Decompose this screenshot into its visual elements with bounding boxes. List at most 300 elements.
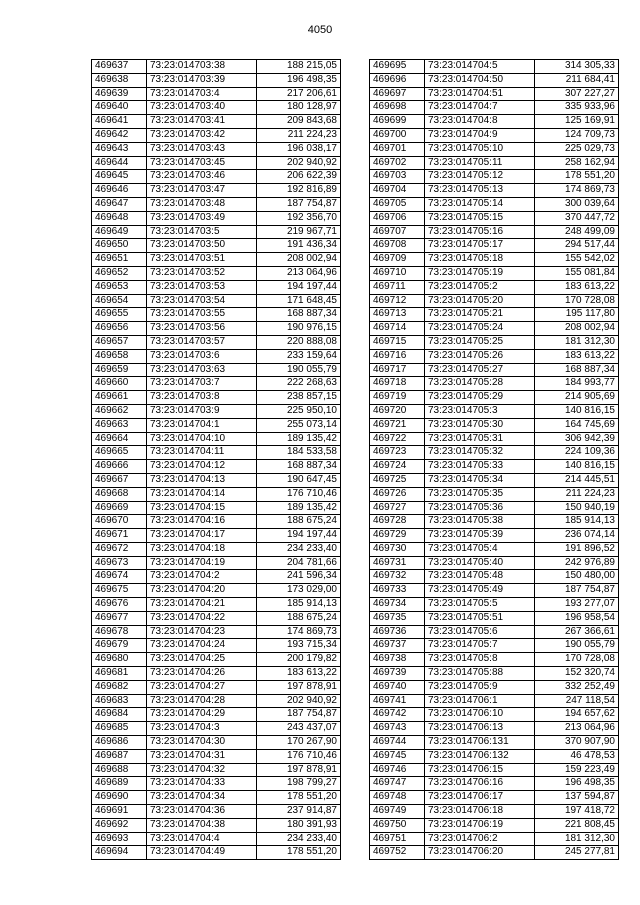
cadastral-number-cell: 73:23:014703:54 xyxy=(147,294,257,308)
value-cell: 332 252,49 xyxy=(535,680,619,694)
value-cell: 192 356,70 xyxy=(257,211,341,225)
value-cell: 300 039,64 xyxy=(535,197,619,211)
row-number-cell: 469681 xyxy=(92,667,147,681)
table-row xyxy=(370,363,619,377)
cadastral-number-cell: 73:23:014706:132 xyxy=(425,749,535,763)
table-row xyxy=(370,639,619,653)
value-cell: 245 277,81 xyxy=(535,846,619,860)
table-row xyxy=(92,280,341,294)
table-row xyxy=(92,501,341,515)
page-number: 4050 xyxy=(307,24,333,36)
cadastral-number-cell: 73:23:014704:3 xyxy=(147,722,257,736)
row-number-cell: 469695 xyxy=(370,60,425,74)
value-cell: 206 622,39 xyxy=(257,170,341,184)
cadastral-number-cell: 73:23:014703:45 xyxy=(147,156,257,170)
cadastral-number-cell: 73:23:014703:43 xyxy=(147,142,257,156)
cadastral-number-cell: 73:23:014704:23 xyxy=(147,625,257,639)
value-cell: 211 684,41 xyxy=(535,73,619,87)
cadastral-number-cell: 73:23:014706:2 xyxy=(425,832,535,846)
row-number-cell: 469639 xyxy=(92,87,147,101)
row-number-cell: 469703 xyxy=(370,170,425,184)
cadastral-number-cell: 73:23:014704:4 xyxy=(147,832,257,846)
value-cell: 238 857,15 xyxy=(257,391,341,405)
cadastral-number-cell: 73:23:014705:29 xyxy=(425,391,535,405)
cadastral-number-cell: 73:23:014705:19 xyxy=(425,266,535,280)
value-cell: 196 958,54 xyxy=(535,611,619,625)
table-row xyxy=(370,308,619,322)
table-row xyxy=(370,570,619,584)
value-cell: 196 498,35 xyxy=(257,73,341,87)
row-number-cell: 469724 xyxy=(370,460,425,474)
table-row xyxy=(92,749,341,763)
table-row xyxy=(370,763,619,777)
table-row xyxy=(92,266,341,280)
cadastral-number-cell: 73:23:014704:20 xyxy=(147,584,257,598)
table-row xyxy=(370,487,619,501)
table-row xyxy=(92,197,341,211)
table-row xyxy=(370,736,619,750)
value-cell: 189 135,42 xyxy=(257,432,341,446)
table-row xyxy=(92,584,341,598)
table-row xyxy=(92,832,341,846)
value-cell: 159 223,49 xyxy=(535,763,619,777)
value-cell: 314 305,33 xyxy=(535,60,619,74)
cadastral-number-cell: 73:23:014705:8 xyxy=(425,653,535,667)
row-number-cell: 469720 xyxy=(370,404,425,418)
value-cell: 243 437,07 xyxy=(257,722,341,736)
value-cell: 170 267,90 xyxy=(257,736,341,750)
table-row xyxy=(92,142,341,156)
table-row xyxy=(92,253,341,267)
table-row xyxy=(370,404,619,418)
row-number-cell: 469641 xyxy=(92,115,147,129)
cadastral-number-cell: 73:23:014704:30 xyxy=(147,736,257,750)
table-row xyxy=(92,777,341,791)
cadastral-number-cell: 73:23:014703:51 xyxy=(147,253,257,267)
row-number-cell: 469751 xyxy=(370,832,425,846)
cadastral-number-cell: 73:23:014705:30 xyxy=(425,418,535,432)
table-row xyxy=(370,432,619,446)
cadastral-number-cell: 73:23:014704:17 xyxy=(147,529,257,543)
row-number-cell: 469657 xyxy=(92,335,147,349)
value-cell: 168 887,34 xyxy=(257,308,341,322)
row-number-cell: 469683 xyxy=(92,694,147,708)
data-table-left xyxy=(91,59,341,860)
value-cell: 214 445,51 xyxy=(535,473,619,487)
cadastral-number-cell: 73:23:014703:48 xyxy=(147,197,257,211)
cadastral-number-cell: 73:23:014704:38 xyxy=(147,818,257,832)
cadastral-number-cell: 73:23:014706:19 xyxy=(425,818,535,832)
value-cell: 236 074,14 xyxy=(535,529,619,543)
cadastral-number-cell: 73:23:014705:11 xyxy=(425,156,535,170)
table-row xyxy=(370,211,619,225)
row-number-cell: 469664 xyxy=(92,432,147,446)
table-row xyxy=(370,749,619,763)
row-number-cell: 469650 xyxy=(92,239,147,253)
row-number-cell: 469694 xyxy=(92,846,147,860)
value-cell: 237 914,87 xyxy=(257,805,341,819)
table-row xyxy=(92,391,341,405)
table-row xyxy=(92,156,341,170)
table-row xyxy=(370,680,619,694)
row-number-cell: 469692 xyxy=(92,818,147,832)
cadastral-number-cell: 73:23:014703:49 xyxy=(147,211,257,225)
value-cell: 233 159,64 xyxy=(257,349,341,363)
cadastral-number-cell: 73:23:014704:5 xyxy=(425,60,535,74)
cadastral-number-cell: 73:23:014703:40 xyxy=(147,101,257,115)
value-cell: 173 029,00 xyxy=(257,584,341,598)
table-row xyxy=(370,225,619,239)
table-row xyxy=(92,87,341,101)
table-row xyxy=(92,60,341,74)
row-number-cell: 469642 xyxy=(92,128,147,142)
row-number-cell: 469725 xyxy=(370,473,425,487)
value-cell: 211 224,23 xyxy=(257,128,341,142)
table-row xyxy=(370,598,619,612)
row-number-cell: 469735 xyxy=(370,611,425,625)
value-cell: 213 064,96 xyxy=(535,722,619,736)
cadastral-number-cell: 73:23:014703:8 xyxy=(147,391,257,405)
row-number-cell: 469643 xyxy=(92,142,147,156)
value-cell: 222 268,63 xyxy=(257,377,341,391)
row-number-cell: 469726 xyxy=(370,487,425,501)
row-number-cell: 469684 xyxy=(92,708,147,722)
row-number-cell: 469723 xyxy=(370,446,425,460)
table-row xyxy=(92,418,341,432)
cadastral-number-cell: 73:23:014705:5 xyxy=(425,598,535,612)
value-cell: 176 710,46 xyxy=(257,749,341,763)
table-row xyxy=(92,846,341,860)
row-number-cell: 469721 xyxy=(370,418,425,432)
value-cell: 242 976,89 xyxy=(535,556,619,570)
table-row xyxy=(370,542,619,556)
cadastral-number-cell: 73:23:014704:16 xyxy=(147,515,257,529)
value-cell: 181 312,30 xyxy=(535,335,619,349)
table-row xyxy=(370,529,619,543)
cadastral-number-cell: 73:23:014703:46 xyxy=(147,170,257,184)
cadastral-number-cell: 73:23:014706:13 xyxy=(425,722,535,736)
cadastral-number-cell: 73:23:014705:10 xyxy=(425,142,535,156)
value-cell: 258 162,94 xyxy=(535,156,619,170)
row-number-cell: 469712 xyxy=(370,294,425,308)
cadastral-number-cell: 73:23:014705:15 xyxy=(425,211,535,225)
row-number-cell: 469698 xyxy=(370,101,425,115)
value-cell: 195 117,80 xyxy=(535,308,619,322)
value-cell: 152 320,74 xyxy=(535,667,619,681)
table-row xyxy=(92,446,341,460)
cadastral-number-cell: 73:23:014704:12 xyxy=(147,460,257,474)
cadastral-number-cell: 73:23:014704:51 xyxy=(425,87,535,101)
value-cell: 171 648,45 xyxy=(257,294,341,308)
row-number-cell: 469688 xyxy=(92,763,147,777)
cadastral-number-cell: 73:23:014703:9 xyxy=(147,404,257,418)
value-cell: 137 594,87 xyxy=(535,791,619,805)
table-row xyxy=(370,170,619,184)
table-row xyxy=(92,322,341,336)
value-cell: 217 206,61 xyxy=(257,87,341,101)
cadastral-number-cell: 73:23:014705:33 xyxy=(425,460,535,474)
cadastral-number-cell: 73:23:014703:6 xyxy=(147,349,257,363)
value-cell: 180 128,97 xyxy=(257,101,341,115)
cadastral-number-cell: 73:23:014705:21 xyxy=(425,308,535,322)
cadastral-number-cell: 73:23:014705:6 xyxy=(425,625,535,639)
row-number-cell: 469745 xyxy=(370,749,425,763)
table-row xyxy=(370,73,619,87)
value-cell: 155 081,84 xyxy=(535,266,619,280)
value-cell: 204 781,66 xyxy=(257,556,341,570)
table-row xyxy=(370,611,619,625)
value-cell: 189 135,42 xyxy=(257,501,341,515)
cadastral-number-cell: 73:23:014704:7 xyxy=(425,101,535,115)
row-number-cell: 469685 xyxy=(92,722,147,736)
cadastral-number-cell: 73:23:014705:35 xyxy=(425,487,535,501)
value-cell: 370 447,72 xyxy=(535,211,619,225)
table-row xyxy=(370,128,619,142)
table-row xyxy=(92,515,341,529)
row-number-cell: 469668 xyxy=(92,487,147,501)
row-number-cell: 469750 xyxy=(370,818,425,832)
row-number-cell: 469742 xyxy=(370,708,425,722)
row-number-cell: 469659 xyxy=(92,363,147,377)
table-row xyxy=(92,542,341,556)
row-number-cell: 469686 xyxy=(92,736,147,750)
row-number-cell: 469707 xyxy=(370,225,425,239)
cadastral-number-cell: 73:23:014704:36 xyxy=(147,805,257,819)
table-row xyxy=(370,266,619,280)
table-row xyxy=(370,184,619,198)
table-row xyxy=(92,473,341,487)
row-number-cell: 469690 xyxy=(92,791,147,805)
cadastral-number-cell: 73:23:014705:88 xyxy=(425,667,535,681)
value-cell: 174 869,73 xyxy=(535,184,619,198)
cadastral-number-cell: 73:23:014704:33 xyxy=(147,777,257,791)
value-cell: 234 233,40 xyxy=(257,542,341,556)
table-row xyxy=(92,184,341,198)
row-number-cell: 469677 xyxy=(92,611,147,625)
cadastral-number-cell: 73:23:014705:40 xyxy=(425,556,535,570)
cadastral-number-cell: 73:23:014706:20 xyxy=(425,846,535,860)
table-row xyxy=(92,115,341,129)
row-number-cell: 469706 xyxy=(370,211,425,225)
table-row xyxy=(92,694,341,708)
cadastral-number-cell: 73:23:014703:52 xyxy=(147,266,257,280)
table-row xyxy=(370,832,619,846)
row-number-cell: 469752 xyxy=(370,846,425,860)
cadastral-number-cell: 73:23:014704:31 xyxy=(147,749,257,763)
row-number-cell: 469654 xyxy=(92,294,147,308)
value-cell: 202 940,92 xyxy=(257,694,341,708)
row-number-cell: 469675 xyxy=(92,584,147,598)
table-row xyxy=(370,777,619,791)
value-cell: 193 715,34 xyxy=(257,639,341,653)
row-number-cell: 469656 xyxy=(92,322,147,336)
table-row xyxy=(92,128,341,142)
cadastral-number-cell: 73:23:014704:14 xyxy=(147,487,257,501)
value-cell: 294 517,44 xyxy=(535,239,619,253)
row-number-cell: 469736 xyxy=(370,625,425,639)
table-row xyxy=(370,349,619,363)
value-cell: 225 950,10 xyxy=(257,404,341,418)
table-row xyxy=(92,529,341,543)
row-number-cell: 469709 xyxy=(370,253,425,267)
cadastral-number-cell: 73:23:014705:20 xyxy=(425,294,535,308)
table-row xyxy=(370,335,619,349)
row-number-cell: 469670 xyxy=(92,515,147,529)
value-cell: 188 675,24 xyxy=(257,515,341,529)
row-number-cell: 469749 xyxy=(370,805,425,819)
value-cell: 183 613,22 xyxy=(257,667,341,681)
value-cell: 196 038,17 xyxy=(257,142,341,156)
table-row xyxy=(92,818,341,832)
row-number-cell: 469748 xyxy=(370,791,425,805)
table-row xyxy=(370,253,619,267)
value-cell: 188 675,24 xyxy=(257,611,341,625)
cadastral-number-cell: 73:23:014703:42 xyxy=(147,128,257,142)
row-number-cell: 469672 xyxy=(92,542,147,556)
value-cell: 370 907,90 xyxy=(535,736,619,750)
row-number-cell: 469730 xyxy=(370,542,425,556)
data-table-right xyxy=(369,59,619,860)
table-row xyxy=(92,625,341,639)
row-number-cell: 469722 xyxy=(370,432,425,446)
table-row xyxy=(370,101,619,115)
table-row xyxy=(92,708,341,722)
cadastral-number-cell: 73:23:014704:34 xyxy=(147,791,257,805)
value-cell: 178 551,20 xyxy=(257,846,341,860)
cadastral-number-cell: 73:23:014704:28 xyxy=(147,694,257,708)
cadastral-number-cell: 73:23:014706:16 xyxy=(425,777,535,791)
cadastral-number-cell: 73:23:014703:4 xyxy=(147,87,257,101)
row-number-cell: 469682 xyxy=(92,680,147,694)
row-number-cell: 469680 xyxy=(92,653,147,667)
table-row xyxy=(92,680,341,694)
row-number-cell: 469696 xyxy=(370,73,425,87)
value-cell: 174 869,73 xyxy=(257,625,341,639)
row-number-cell: 469651 xyxy=(92,253,147,267)
cadastral-number-cell: 73:23:014704:19 xyxy=(147,556,257,570)
cadastral-number-cell: 73:23:014703:5 xyxy=(147,225,257,239)
table-row xyxy=(370,377,619,391)
table-row xyxy=(92,460,341,474)
row-number-cell: 469697 xyxy=(370,87,425,101)
row-number-cell: 469665 xyxy=(92,446,147,460)
value-cell: 176 710,46 xyxy=(257,487,341,501)
cadastral-number-cell: 73:23:014705:28 xyxy=(425,377,535,391)
value-cell: 170 728,08 xyxy=(535,653,619,667)
table-row xyxy=(92,570,341,584)
cadastral-number-cell: 73:23:014703:41 xyxy=(147,115,257,129)
row-number-cell: 469713 xyxy=(370,308,425,322)
value-cell: 255 073,14 xyxy=(257,418,341,432)
row-number-cell: 469653 xyxy=(92,280,147,294)
row-number-cell: 469705 xyxy=(370,197,425,211)
cadastral-number-cell: 73:23:014705:13 xyxy=(425,184,535,198)
table-row xyxy=(92,73,341,87)
cadastral-number-cell: 73:23:014704:24 xyxy=(147,639,257,653)
cadastral-number-cell: 73:23:014705:49 xyxy=(425,584,535,598)
cadastral-number-cell: 73:23:014706:1 xyxy=(425,694,535,708)
value-cell: 191 436,34 xyxy=(257,239,341,253)
row-number-cell: 469666 xyxy=(92,460,147,474)
table-row xyxy=(370,294,619,308)
cadastral-number-cell: 73:23:014705:36 xyxy=(425,501,535,515)
table-row xyxy=(370,473,619,487)
table-row xyxy=(370,667,619,681)
row-number-cell: 469711 xyxy=(370,280,425,294)
row-number-cell: 469699 xyxy=(370,115,425,129)
cadastral-number-cell: 73:23:014704:50 xyxy=(425,73,535,87)
value-cell: 197 878,91 xyxy=(257,680,341,694)
table-row xyxy=(92,598,341,612)
cadastral-number-cell: 73:23:014706:18 xyxy=(425,805,535,819)
value-cell: 183 613,22 xyxy=(535,280,619,294)
cadastral-number-cell: 73:23:014704:10 xyxy=(147,432,257,446)
value-cell: 234 233,40 xyxy=(257,832,341,846)
table-row xyxy=(370,87,619,101)
table-row xyxy=(370,805,619,819)
cadastral-number-cell: 73:23:014705:17 xyxy=(425,239,535,253)
row-number-cell: 469662 xyxy=(92,404,147,418)
value-cell: 187 754,87 xyxy=(257,197,341,211)
row-number-cell: 469738 xyxy=(370,653,425,667)
cadastral-number-cell: 73:23:014705:9 xyxy=(425,680,535,694)
value-cell: 209 843,68 xyxy=(257,115,341,129)
row-number-cell: 469638 xyxy=(92,73,147,87)
cadastral-number-cell: 73:23:014705:2 xyxy=(425,280,535,294)
cadastral-number-cell: 73:23:014705:38 xyxy=(425,515,535,529)
row-number-cell: 469743 xyxy=(370,722,425,736)
row-number-cell: 469718 xyxy=(370,377,425,391)
table-row xyxy=(370,142,619,156)
value-cell: 219 967,71 xyxy=(257,225,341,239)
cadastral-number-cell: 73:23:014705:27 xyxy=(425,363,535,377)
value-cell: 188 215,05 xyxy=(257,60,341,74)
value-cell: 192 816,89 xyxy=(257,184,341,198)
cadastral-number-cell: 73:23:014706:15 xyxy=(425,763,535,777)
row-number-cell: 469744 xyxy=(370,736,425,750)
cadastral-number-cell: 73:23:014703:63 xyxy=(147,363,257,377)
row-number-cell: 469652 xyxy=(92,266,147,280)
row-number-cell: 469658 xyxy=(92,349,147,363)
table-row xyxy=(370,501,619,515)
cadastral-number-cell: 73:23:014704:2 xyxy=(147,570,257,584)
table-row xyxy=(92,791,341,805)
table-row xyxy=(370,239,619,253)
row-number-cell: 469746 xyxy=(370,763,425,777)
cadastral-number-cell: 73:23:014704:18 xyxy=(147,542,257,556)
table-row xyxy=(92,404,341,418)
cadastral-number-cell: 73:23:014705:34 xyxy=(425,473,535,487)
cadastral-number-cell: 73:23:014703:55 xyxy=(147,308,257,322)
table-row xyxy=(370,556,619,570)
table-row xyxy=(92,335,341,349)
table-row xyxy=(92,736,341,750)
value-cell: 125 169,91 xyxy=(535,115,619,129)
value-cell: 194 657,62 xyxy=(535,708,619,722)
table-row xyxy=(92,170,341,184)
value-cell: 221 808,45 xyxy=(535,818,619,832)
value-cell: 267 366,61 xyxy=(535,625,619,639)
table-row xyxy=(370,653,619,667)
table-row xyxy=(92,611,341,625)
row-number-cell: 469674 xyxy=(92,570,147,584)
cadastral-number-cell: 73:23:014703:56 xyxy=(147,322,257,336)
row-number-cell: 469673 xyxy=(92,556,147,570)
table-row xyxy=(92,377,341,391)
value-cell: 208 002,94 xyxy=(257,253,341,267)
row-number-cell: 469669 xyxy=(92,501,147,515)
row-number-cell: 469644 xyxy=(92,156,147,170)
